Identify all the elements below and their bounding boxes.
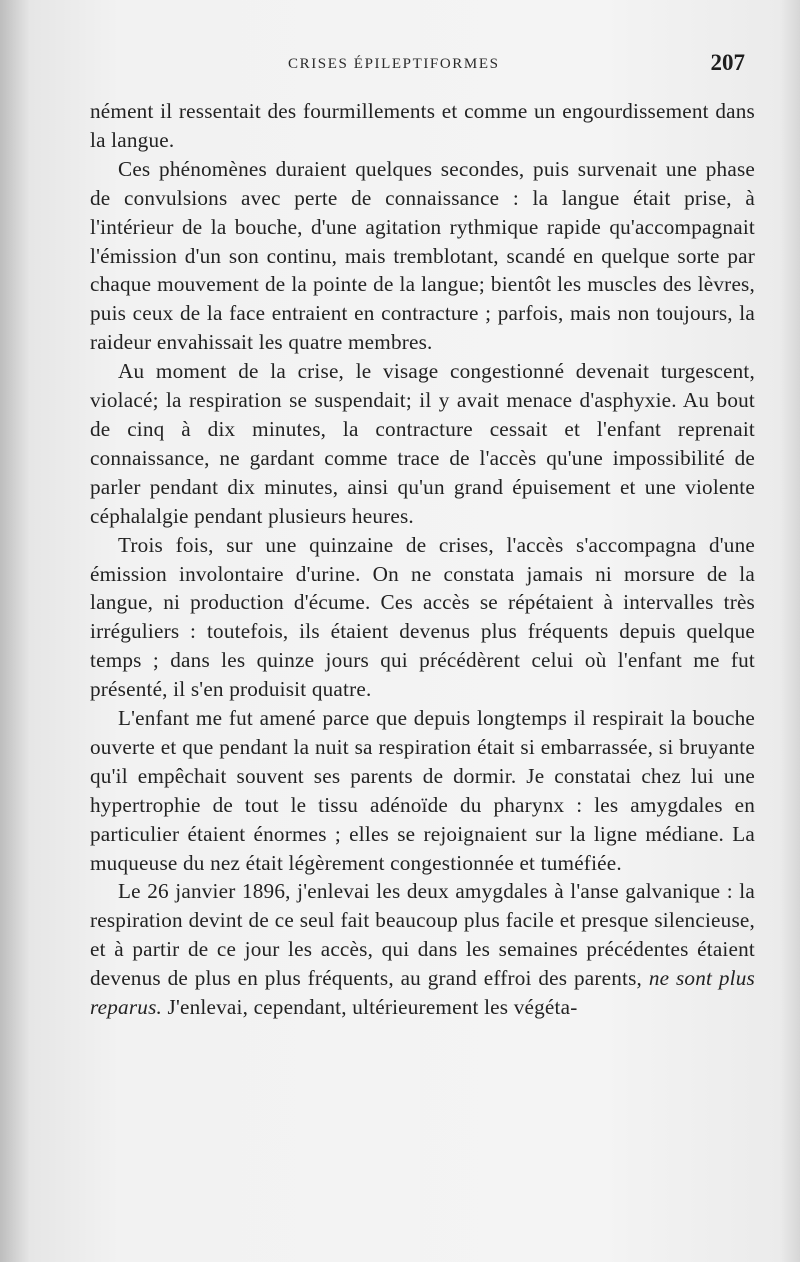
page-number: 207	[710, 50, 745, 75]
body-text	[90, 97, 755, 1022]
italic-phrase: ne sont plus reparus.	[90, 966, 755, 1020]
paragraph-last	[90, 877, 755, 1022]
paragraph: L'enfant me fut amené parce que depuis longtemps il respirait la bouche ouverte et que pendant la nuit sa respiration était si embarrassée, si bruyante qu'il empêchait souvent ses parents de dormir. Je constatai chez lui une hypertrophie de tout le tissu adénoïde du pharynx : les amygdales en particulier étaient énormes ; elles se rejoignaient sur la ligne médiane. La muqueuse du nez était légèrement congestionnée et tuméfiée.	[90, 706, 755, 875]
paragraph-text: Le 26 janvier 1896, j'enlevai les deux amygdales à l'anse galvanique : la respiration devint de ce seul fait beaucoup plus facile et presque silencieuse, et à partir de ce jour les accès, qui dans les semaines précédentes étaient devenus de plus en plus fréquents, au grand effroi des parents,	[90, 879, 755, 991]
paragraph: nément il ressentait des fourmillements et comme un engourdissement dans la langue.	[90, 99, 755, 152]
paragraph: Ces phénomènes duraient quelques secondes, puis survenait une phase de convulsions avec perte de connaissance : la langue était prise, à l'intérieur de la bouche, d'une agitation rythmique rapide qu'accompagnait l'émission d'un son continu, mais tremblotant, scandé en quelque sorte par chaque mouvement de la pointe de la langue; bientôt les muscles des lèvres, puis ceux de la face entraient en contracture ; parfois, mais non toujours, la raideur envahissait les quatre membres.	[90, 156, 755, 355]
paragraph-text-end: J'enlevai, cependant, ultérieurement les végéta-	[167, 995, 578, 1020]
page-header	[80, 52, 745, 82]
paragraph: Trois fois, sur une quinzaine de crises, l'accès s'accompagna d'une émission involontaire d'urine. On ne constata jamais ni morsure de la langue, ni production d'écume. Ces accès se répétaient à intervalles très irréguliers : toutefois, ils étaient devenus plus fréquents depuis quelque temps ; dans les quinze jours qui précédèrent celui où l'enfant me fut présenté, il s'en produisit quatre.	[90, 532, 755, 702]
paragraph: Au moment de la crise, le visage congestionné devenait turgescent, violacé; la respiration se suspendait; il y avait menace d'asphyxie. Au bout de cinq à dix minutes, la contracture cessait et l'enfant reprenait connaissance, ne gardant comme trace de l'accès qu'une impossibilité de parler pendant dix minutes, ainsi qu'un grand épuisement et une violente céphalalgie pendant plusieurs heures.	[90, 359, 755, 528]
running-title: CRISES ÉPILEPTIFORMES	[288, 56, 500, 72]
